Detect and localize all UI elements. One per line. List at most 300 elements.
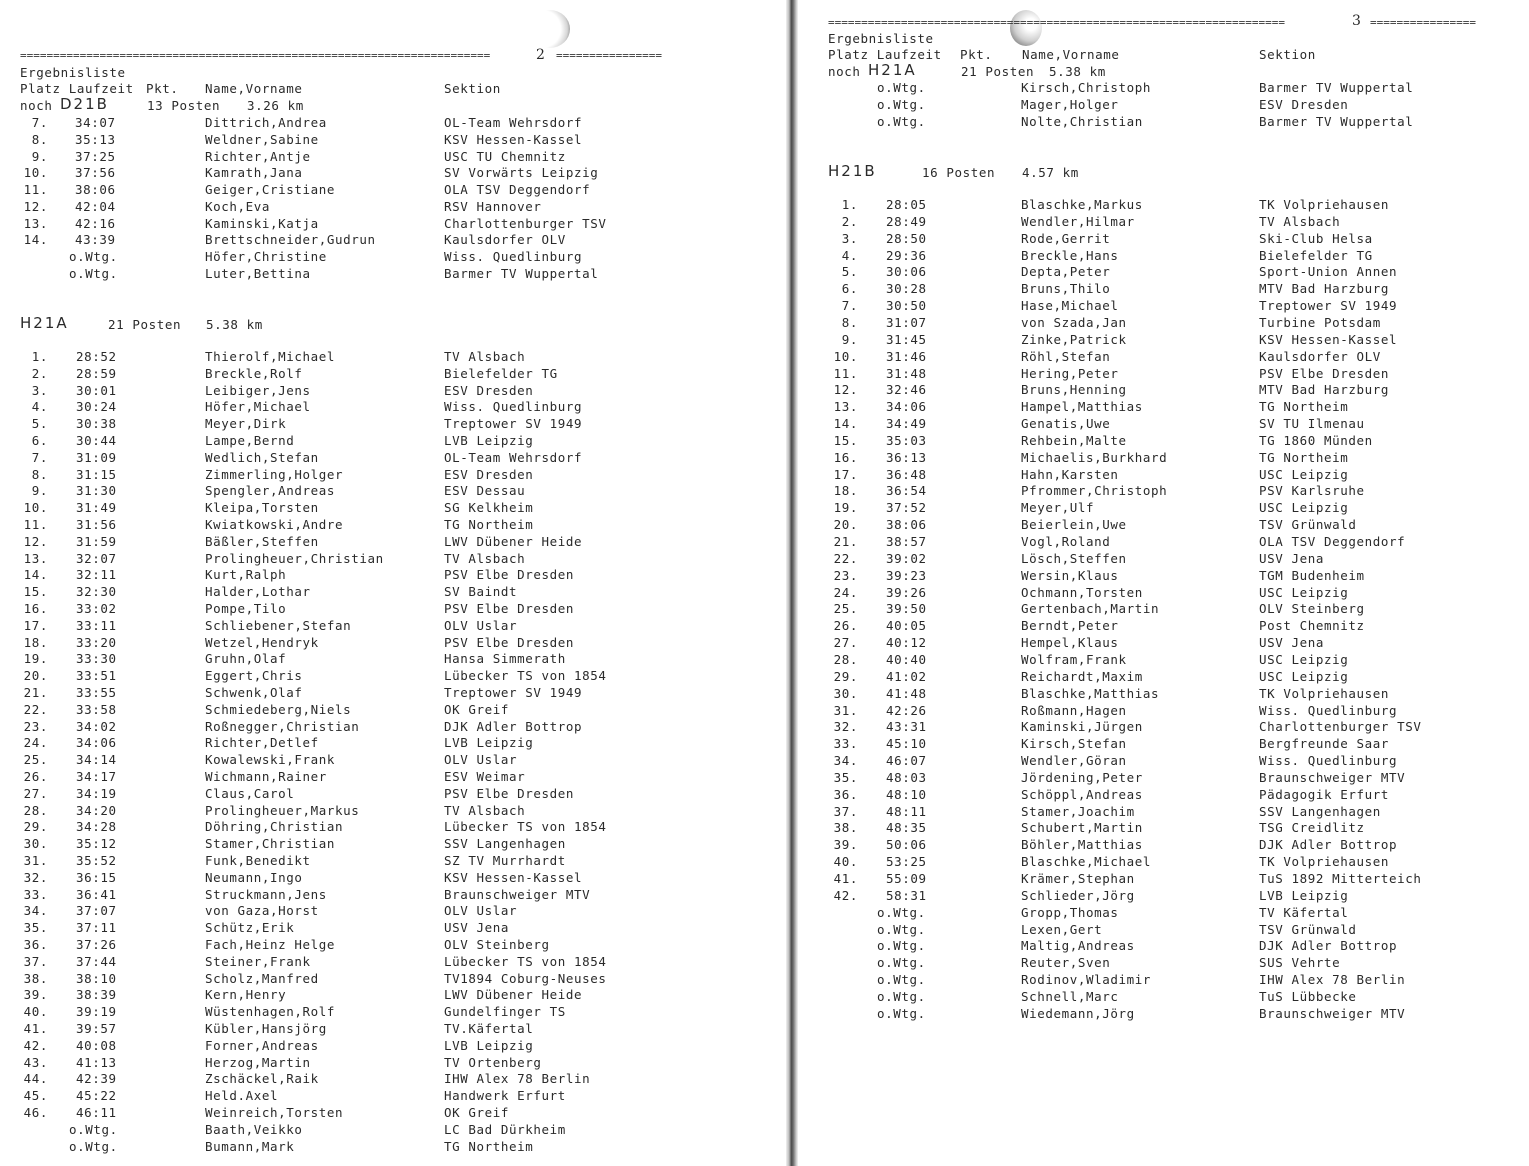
place-cell: 41. <box>833 871 858 886</box>
place-cell: 40. <box>23 1004 48 1020</box>
club-cell: KSV Hessen-Kassel <box>444 131 583 147</box>
name-cell: Ochmann,Torsten <box>1021 584 1143 600</box>
name-cell: Thierolf,Michael <box>205 349 336 364</box>
name-cell: Schütz,Erik <box>205 920 295 936</box>
name-cell: Bäßler,Steffen <box>205 533 319 549</box>
page-rule-left: ===================================================================== <box>828 16 1285 29</box>
class-name: H21A <box>20 314 69 332</box>
place-cell: 5. <box>841 264 858 280</box>
time-cell: 28:50 <box>886 230 927 246</box>
time-cell: o.Wtg. <box>877 938 926 954</box>
header-name: Name,Vorname <box>1022 47 1120 62</box>
place-cell: 24. <box>23 735 48 751</box>
class-distance: 4.57 km <box>1022 165 1079 180</box>
club-cell: MTV Bad Harzburg <box>1259 281 1390 297</box>
time-cell: 34:02 <box>76 718 117 734</box>
time-cell: 37:52 <box>886 500 927 516</box>
time-cell: 31:59 <box>76 533 117 549</box>
name-cell: Hering,Peter <box>1021 365 1119 381</box>
place-cell: 8. <box>31 131 48 147</box>
club-cell: TG Northeim <box>444 517 534 532</box>
name-cell: Kleipa,Torsten <box>205 500 319 516</box>
page-number: 3 <box>1352 13 1362 29</box>
time-cell: 37:11 <box>76 920 117 936</box>
time-cell: 34:14 <box>76 752 117 768</box>
header-sektion: Sektion <box>1259 47 1316 62</box>
page-rule-left: ======================================================================= <box>20 49 491 62</box>
time-cell: 40:05 <box>886 618 927 634</box>
name-cell: Kowalewski,Frank <box>205 752 336 768</box>
name-cell: Held.Axel <box>205 1088 279 1104</box>
time-cell: 37:25 <box>75 148 116 164</box>
club-cell: OLV Steinberg <box>444 937 550 952</box>
club-cell: TSV Grünwald <box>1259 921 1357 937</box>
page-fold-gutter <box>786 0 798 1166</box>
club-cell: Braunschweiger MTV <box>444 886 591 902</box>
place-cell: 5. <box>31 416 48 432</box>
name-cell: Wersin,Klaus <box>1021 567 1119 583</box>
class-distance: 5.38 km <box>206 317 263 332</box>
place-cell: 10. <box>23 165 48 181</box>
name-cell: Koch,Eva <box>205 198 271 214</box>
name-cell: Reuter,Sven <box>1021 955 1111 971</box>
club-cell: Bergfreunde Saar <box>1259 736 1390 752</box>
place-cell: 36. <box>833 786 858 802</box>
place-cell: 32. <box>23 869 48 885</box>
time-cell: 35:12 <box>76 836 117 852</box>
continued-prefix: noch <box>20 98 53 113</box>
name-cell: Schliebener,Stefan <box>205 617 352 633</box>
club-cell: Lübecker TS von 1854 <box>444 819 607 835</box>
club-cell: USC TU Chemnitz <box>444 148 566 164</box>
name-cell: Döhring,Christian <box>205 819 344 835</box>
club-cell: RSV Hannover <box>444 198 542 214</box>
name-cell: Wendler,Göran <box>1021 753 1127 769</box>
club-cell: DJK Adler Bottrop <box>444 718 583 734</box>
page-rule-right: ================ <box>556 49 662 62</box>
name-cell: Bumann,Mark <box>205 1138 295 1154</box>
class-name: H21A <box>868 61 917 79</box>
club-cell: LVB Leipzig <box>444 433 534 448</box>
club-cell: OK Greif <box>444 1105 510 1120</box>
club-cell: IHW Alex 78 Berlin <box>444 1071 591 1087</box>
header-name: Name,Vorname <box>205 81 303 96</box>
club-cell: USC Leipzig <box>1259 500 1349 516</box>
club-cell: SV Vorwärts Leipzig <box>444 165 599 181</box>
time-cell: 32:11 <box>76 567 117 583</box>
name-cell: Genatis,Uwe <box>1021 416 1111 432</box>
place-cell: 7. <box>841 298 858 314</box>
name-cell: Blaschke,Michael <box>1021 854 1152 870</box>
name-cell: Roßmann,Hagen <box>1021 702 1127 718</box>
place-cell: 9. <box>31 483 48 499</box>
name-cell: Höfer,Michael <box>205 399 311 415</box>
name-cell: Kaminski,Katja <box>205 215 319 231</box>
club-cell: USV Jena <box>1259 550 1325 566</box>
name-cell: Gropp,Thomas <box>1021 904 1119 920</box>
place-cell: 21. <box>833 534 858 549</box>
place-cell: 22. <box>833 550 858 566</box>
page-rule-right: ================ <box>1370 16 1476 29</box>
time-cell: 33:51 <box>76 668 117 684</box>
time-cell: 34:07 <box>75 115 116 130</box>
place-cell: 45. <box>23 1088 48 1104</box>
club-cell: Bielefelder TG <box>444 365 558 381</box>
place-cell: 3. <box>841 230 858 246</box>
class-posten: 21 Posten <box>961 64 1035 79</box>
club-cell: TV Alsbach <box>444 550 526 566</box>
time-cell: 34:28 <box>76 819 117 835</box>
time-cell: 36:15 <box>76 869 117 885</box>
name-cell: Nolte,Christian <box>1021 113 1143 129</box>
club-cell: OLV Uslar <box>444 903 518 919</box>
place-cell: 32. <box>833 719 858 735</box>
class-posten: 21 Posten <box>108 317 182 332</box>
name-cell: Prolingheuer,Christian <box>205 550 384 566</box>
club-cell: Barmer TV Wuppertal <box>1259 80 1414 95</box>
time-cell: 33:20 <box>76 634 117 650</box>
club-cell: SV TU Ilmenau <box>1259 416 1365 432</box>
time-cell: 33:30 <box>76 651 117 667</box>
time-cell: 34:06 <box>886 399 927 415</box>
club-cell: PSV Elbe Dresden <box>444 785 575 801</box>
name-cell: Höfer,Christine <box>205 249 327 264</box>
name-cell: Wendler,Hilmar <box>1021 213 1135 229</box>
place-cell: 13. <box>833 399 858 415</box>
class-posten: 13 Posten <box>147 98 221 113</box>
time-cell: 28:59 <box>76 365 117 381</box>
place-cell: 12. <box>23 533 48 549</box>
name-cell: Gertenbach,Martin <box>1021 601 1160 617</box>
name-cell: Meyer,Dirk <box>205 416 287 432</box>
place-cell: 18. <box>23 634 48 650</box>
club-cell: ESV Dresden <box>1259 96 1349 112</box>
place-cell: 19. <box>833 500 858 516</box>
club-cell: MTV Bad Harzburg <box>1259 382 1390 398</box>
club-cell: Post Chemnitz <box>1259 618 1365 634</box>
name-cell: Pfrommer,Christoph <box>1021 483 1168 499</box>
club-cell: Kaulsdorfer OLV <box>444 232 566 248</box>
time-cell: 38:10 <box>76 970 117 986</box>
name-cell: Struckmann,Jens <box>205 886 327 902</box>
results-page-3 <box>798 0 1529 1166</box>
place-cell: 11. <box>23 517 48 532</box>
place-cell: 34. <box>23 903 48 919</box>
club-cell: SG Kelkheim <box>444 500 534 516</box>
name-cell: Mager,Holger <box>1021 96 1119 112</box>
club-cell: TSV Grünwald <box>1259 517 1357 533</box>
place-cell: 1. <box>31 349 48 364</box>
club-cell: Ski-Club Helsa <box>1259 230 1373 246</box>
time-cell: 46:07 <box>886 753 927 769</box>
club-cell: Treptower SV 1949 <box>1259 298 1398 314</box>
place-cell: 17. <box>833 466 858 482</box>
club-cell: Braunschweiger MTV <box>1259 1005 1406 1021</box>
name-cell: Krämer,Stephan <box>1021 871 1135 886</box>
club-cell: LC Bad Dürkheim <box>444 1121 566 1137</box>
club-cell: USV Jena <box>1259 635 1325 651</box>
name-cell: Blaschke,Markus <box>1021 197 1143 212</box>
name-cell: Breckle,Hans <box>1021 247 1119 263</box>
name-cell: Jördening,Peter <box>1021 769 1143 785</box>
name-cell: Schöppl,Andreas <box>1021 786 1143 802</box>
name-cell: Fach,Heinz Helge <box>205 937 336 952</box>
place-cell: 8. <box>841 314 858 330</box>
place-cell: 7. <box>31 115 48 130</box>
club-cell: OLV Uslar <box>444 617 518 633</box>
club-cell: PSV Elbe Dresden <box>1259 365 1390 381</box>
place-cell: 34. <box>833 753 858 769</box>
club-cell: Lübecker TS von 1854 <box>444 953 607 969</box>
place-cell: 23. <box>833 567 858 583</box>
club-cell: Charlottenburger TSV <box>1259 719 1422 735</box>
name-cell: Zimmerling,Holger <box>205 466 344 482</box>
time-cell: 32:30 <box>76 584 117 600</box>
club-cell: TV Ortenberg <box>444 1054 542 1070</box>
place-cell: 35. <box>833 769 858 785</box>
club-cell: KSV Hessen-Kassel <box>444 869 583 885</box>
time-cell: o.Wtg. <box>877 1005 926 1021</box>
time-cell: 46:11 <box>76 1105 117 1120</box>
name-cell: von Szada,Jan <box>1021 314 1127 330</box>
place-cell: 12. <box>23 198 48 214</box>
club-cell: Gundelfinger TS <box>444 1004 566 1020</box>
time-cell: o.Wtg. <box>69 265 118 281</box>
time-cell: 42:39 <box>76 1071 117 1087</box>
name-cell: von Gaza,Horst <box>205 903 319 919</box>
page-number: 2 <box>536 47 546 63</box>
name-cell: Wichmann,Rainer <box>205 769 327 784</box>
place-cell: 38. <box>23 970 48 986</box>
place-cell: 18. <box>833 483 858 499</box>
club-cell: USC Leipzig <box>1259 651 1349 667</box>
place-cell: 27. <box>833 635 858 651</box>
place-cell: 43. <box>23 1054 48 1070</box>
name-cell: Schwenk,Olaf <box>205 685 303 700</box>
time-cell: 38:39 <box>76 987 117 1003</box>
time-cell: 42:04 <box>75 198 116 214</box>
name-cell: Kaminski,Jürgen <box>1021 719 1143 735</box>
time-cell: 36:54 <box>886 483 927 499</box>
place-cell: 2. <box>31 365 48 381</box>
time-cell: 37:07 <box>76 903 117 919</box>
name-cell: Böhler,Matthias <box>1021 837 1143 853</box>
name-cell: Wetzel,Hendryk <box>205 634 319 650</box>
club-cell: USC Leipzig <box>1259 668 1349 684</box>
name-cell: Prolingheuer,Markus <box>205 802 360 818</box>
place-cell: 16. <box>23 601 48 616</box>
time-cell: 37:26 <box>76 937 117 952</box>
document-title: Ergebnisliste <box>828 31 934 46</box>
time-cell: 31:30 <box>76 483 117 499</box>
place-cell: 8. <box>31 466 48 482</box>
name-cell: Wüstenhagen,Rolf <box>205 1004 336 1020</box>
name-cell: Richter,Detlef <box>205 735 319 751</box>
continued-prefix: noch <box>828 64 861 79</box>
club-cell: Treptower SV 1949 <box>444 685 583 700</box>
name-cell: Kern,Henry <box>205 987 287 1003</box>
place-cell: 25. <box>23 752 48 768</box>
time-cell: 42:16 <box>75 215 116 231</box>
name-cell: Kamrath,Jana <box>205 165 303 181</box>
place-cell: 35. <box>23 920 48 936</box>
time-cell: 53:25 <box>886 854 927 870</box>
time-cell: 30:24 <box>76 399 117 415</box>
time-cell: 30:50 <box>886 298 927 314</box>
club-cell: SZ TV Murrhardt <box>444 853 566 868</box>
name-cell: Bruns,Thilo <box>1021 281 1111 297</box>
name-cell: Luter,Bettina <box>205 265 311 281</box>
club-cell: TV Alsbach <box>1259 213 1341 229</box>
time-cell: 48:35 <box>886 820 927 836</box>
name-cell: Stamer,Joachim <box>1021 803 1135 819</box>
club-cell: SSV Langenhagen <box>1259 803 1381 819</box>
name-cell: Funk,Benedikt <box>205 853 311 868</box>
club-cell: LVB Leipzig <box>1259 887 1349 903</box>
time-cell: o.Wtg. <box>69 1121 118 1137</box>
place-cell: 11. <box>833 365 858 381</box>
name-cell: Schubert,Martin <box>1021 820 1143 836</box>
time-cell: 29:36 <box>886 247 927 263</box>
time-cell: 45:10 <box>886 736 927 752</box>
time-cell: o.Wtg. <box>877 921 926 937</box>
club-cell: Braunschweiger MTV <box>1259 769 1406 785</box>
club-cell: ESV Dresden <box>444 382 534 398</box>
name-cell: Lösch,Steffen <box>1021 550 1127 566</box>
club-cell: DJK Adler Bottrop <box>1259 837 1398 853</box>
header-platz-laufzeit: Platz Laufzeit <box>828 47 942 62</box>
time-cell: 30:06 <box>886 264 927 280</box>
club-cell: IHW Alex 78 Berlin <box>1259 972 1406 988</box>
place-cell: 27. <box>23 785 48 801</box>
time-cell: 38:06 <box>75 182 116 197</box>
place-cell: 11. <box>23 182 48 197</box>
place-cell: 15. <box>833 432 858 448</box>
time-cell: 43:39 <box>75 232 116 248</box>
club-cell: Wiss. Quedlinburg <box>1259 753 1398 769</box>
time-cell: 31:56 <box>76 517 117 532</box>
time-cell: 58:31 <box>886 887 927 903</box>
class-distance: 3.26 km <box>247 98 304 113</box>
club-cell: Wiss. Quedlinburg <box>444 249 583 264</box>
name-cell: Dittrich,Andrea <box>205 115 327 130</box>
club-cell: LVB Leipzig <box>444 735 534 751</box>
name-cell: Claus,Carol <box>205 785 295 801</box>
name-cell: Wiedemann,Jörg <box>1021 1005 1135 1021</box>
name-cell: Reichardt,Maxim <box>1021 668 1143 684</box>
time-cell: 39:02 <box>886 550 927 566</box>
name-cell: Stamer,Christian <box>205 836 336 852</box>
time-cell: 38:57 <box>886 534 927 549</box>
time-cell: 31:45 <box>886 331 927 347</box>
time-cell: o.Wtg. <box>877 972 926 988</box>
time-cell: 30:01 <box>76 382 117 398</box>
club-cell: TG Northeim <box>1259 449 1349 465</box>
header-pkt: Pkt. <box>146 81 179 96</box>
club-cell: OK Greif <box>444 701 510 717</box>
time-cell: 40:12 <box>886 635 927 651</box>
name-cell: Leibiger,Jens <box>205 382 311 398</box>
document-title: Ergebnisliste <box>20 65 126 80</box>
club-cell: ESV Dresden <box>444 466 534 482</box>
club-cell: USV Jena <box>444 920 510 936</box>
name-cell: Hempel,Klaus <box>1021 635 1119 651</box>
club-cell: Bielefelder TG <box>1259 247 1373 263</box>
time-cell: 40:08 <box>76 1037 117 1053</box>
time-cell: 36:13 <box>886 449 927 465</box>
time-cell: 35:03 <box>886 432 927 448</box>
place-cell: 4. <box>841 247 858 263</box>
name-cell: Rode,Gerrit <box>1021 230 1111 246</box>
name-cell: Forner,Andreas <box>205 1037 319 1053</box>
club-cell: TV.Käfertal <box>444 1021 534 1036</box>
club-cell: Lübecker TS von 1854 <box>444 668 607 684</box>
time-cell: 34:49 <box>886 416 927 432</box>
name-cell: Maltig,Andreas <box>1021 938 1135 954</box>
name-cell: Vogl,Roland <box>1021 534 1111 549</box>
class-name: H21B <box>828 162 877 180</box>
name-cell: Kurt,Ralph <box>205 567 287 583</box>
place-cell: 17. <box>23 617 48 633</box>
time-cell: 39:57 <box>76 1021 117 1036</box>
club-cell: TV1894 Coburg-Neuses <box>444 970 607 986</box>
place-cell: 37. <box>23 953 48 969</box>
time-cell: 31:09 <box>76 449 117 465</box>
time-cell: 35:13 <box>75 131 116 147</box>
place-cell: 10. <box>833 348 858 364</box>
place-cell: 25. <box>833 601 858 617</box>
name-cell: Pompe,Tilo <box>205 601 287 616</box>
place-cell: 4. <box>31 399 48 415</box>
place-cell: 14. <box>833 416 858 432</box>
name-cell: Steiner,Frank <box>205 953 311 969</box>
name-cell: Wolfram,Frank <box>1021 651 1127 667</box>
place-cell: 6. <box>31 433 48 448</box>
place-cell: 13. <box>23 550 48 566</box>
place-cell: 15. <box>23 584 48 600</box>
club-cell: TuS Lübbecke <box>1259 988 1357 1004</box>
place-cell: 42. <box>23 1037 48 1053</box>
name-cell: Spengler,Andreas <box>205 483 336 499</box>
name-cell: Weinreich,Torsten <box>205 1105 344 1120</box>
name-cell: Rodinov,Wladimir <box>1021 972 1152 988</box>
time-cell: 37:44 <box>76 953 117 969</box>
club-cell: Wiss. Quedlinburg <box>1259 702 1398 718</box>
place-cell: 31. <box>833 702 858 718</box>
name-cell: Michaelis,Burkhard <box>1021 449 1168 465</box>
name-cell: Geiger,Cristiane <box>205 182 336 197</box>
place-cell: 14. <box>23 567 48 583</box>
time-cell: 40:40 <box>886 651 927 667</box>
name-cell: Beierlein,Uwe <box>1021 517 1127 533</box>
name-cell: Kirsch,Christoph <box>1021 80 1152 95</box>
time-cell: 34:17 <box>76 769 117 784</box>
club-cell: TSG Creidlitz <box>1259 820 1365 836</box>
time-cell: o.Wtg. <box>877 96 926 112</box>
place-cell: 39. <box>833 837 858 853</box>
place-cell: 2. <box>841 213 858 229</box>
class-name: D21B <box>60 95 109 113</box>
club-cell: Treptower SV 1949 <box>444 416 583 432</box>
place-cell: 14. <box>23 232 48 248</box>
time-cell: o.Wtg. <box>877 955 926 971</box>
club-cell: TG 1860 Münden <box>1259 432 1373 448</box>
place-cell: 42. <box>833 887 858 903</box>
club-cell: Turbine Potsdam <box>1259 314 1381 330</box>
header-sektion: Sektion <box>444 81 501 96</box>
name-cell: Meyer,Ulf <box>1021 500 1095 516</box>
time-cell: 35:52 <box>76 853 117 868</box>
